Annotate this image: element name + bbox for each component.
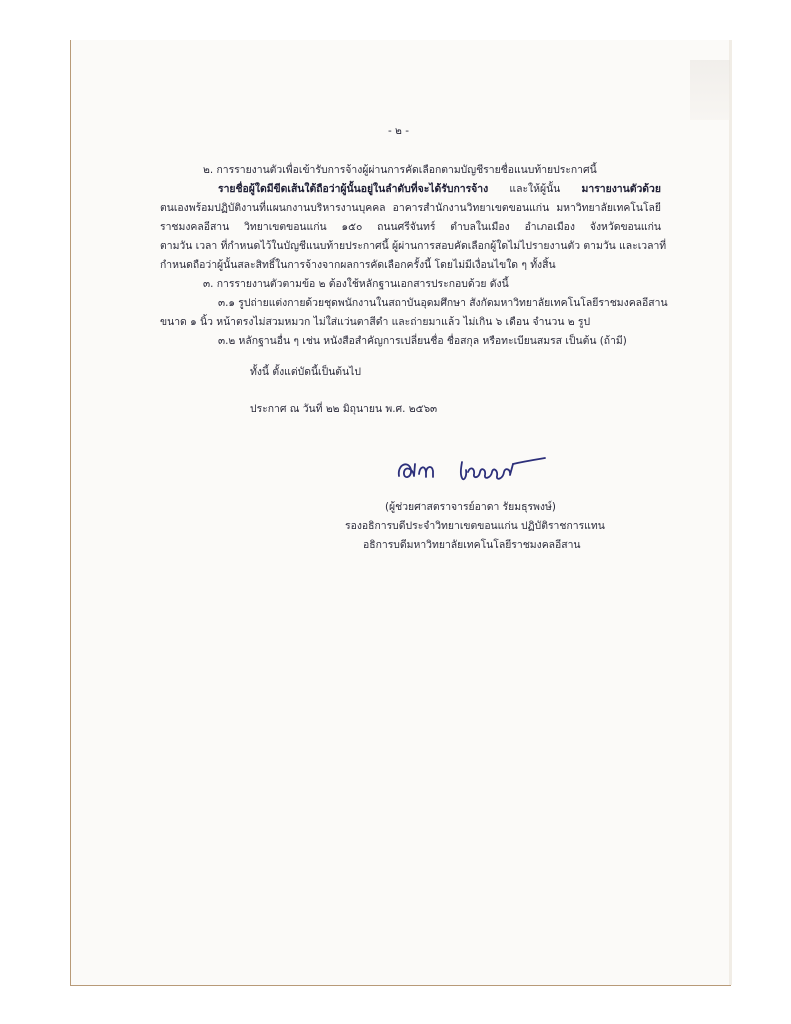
section2-line-4: ตามวัน เวลา ที่กำหนดไว้ในบัญชีแนบท้ายประกาศนี้ ผู้ผ่านการสอบคัดเลือกผู้ใดไม่ไปรายงานตัว ตามวัน และเวลาที่ bbox=[160, 240, 667, 252]
section3-item1-line1: ๓.๑ รูปถ่ายแต่งกายด้วยชุดพนักงานในสถาบันอุดมศึกษา สังกัดมหาวิทยาลัยเทคโนโลยีราชมงคลอีสาน bbox=[218, 297, 668, 309]
effective-statement: ทั้งนี้ ตั้งแต่บัดนี้เป็นต้นไป bbox=[250, 366, 361, 378]
section2-line-5: กำหนดถือว่าผู้นั้นสละสิทธิ์ในการจ้างจากผลการคัดเลือกครั้งนี้ โดยไม่มีเงื่อนไขใด ๆ ทั้งสิ้น bbox=[160, 259, 556, 271]
announcement-date: ประกาศ ณ วันที่ ๒๒ มิถุนายน พ.ศ. ๒๕๖๓ bbox=[250, 403, 438, 415]
selection-underline-notice: รายชื่อผู้ใดมีขีดเส้นใต้ถือว่าผู้นั้นอยู่ในลำดับที่จะได้รับการจ้าง bbox=[218, 183, 489, 195]
section3-item1-line2: ขนาด ๑ นิ้ว หน้าตรงไม่สวมหมวก ไม่ใส่แว่นตาสีดำ และถ่ายมาแล้ว ไม่เกิน ๖ เดือน จำนวน ๒ รูป bbox=[160, 316, 591, 328]
signer-title-2: อธิการบดีมหาวิทยาลัยเทคโนโลยีราชมงคลอีสาน bbox=[363, 539, 581, 551]
page-shadow bbox=[690, 60, 730, 120]
section2-line-3: ราชมงคลอีสาน วิทยาเขตขอนแก่น ๑๕๐ ถนนศรีจันทร์ ตำบลในเมือง อำเภอเมือง จังหวัดขอนแก่น bbox=[160, 221, 661, 233]
section3-heading: ๓. การรายงานตัวตามข้อ ๒ ต้องใช้หลักฐานเอกสารประกอบด้วย ดังนี้ bbox=[203, 278, 509, 290]
signature bbox=[395, 452, 565, 488]
page-number: - ๒ - bbox=[388, 125, 409, 137]
section2-emphasis-line bbox=[218, 183, 661, 196]
section2-mid-text: และให้ผู้นั้น bbox=[509, 183, 561, 195]
section3-item2: ๓.๒ หลักฐานอื่น ๆ เช่น หนังสือสำคัญการเปลี่ยนชื่อ ชื่อสกุล หรือทะเบียนสมรส เป็นต้น (ถ้ามี) bbox=[218, 335, 627, 347]
signer-name: (ผู้ช่วยศาสตราจารย์อาดา รัยมธุรพงษ์) bbox=[385, 501, 556, 513]
section2-line-2: ตนเองพร้อมปฏิบัติงานที่แผนกงานบริหารงานบุคคล อาคารสำนักงานวิทยาเขตขอนแก่น มหาวิทยาลัยเทคโนโลยี bbox=[160, 202, 661, 214]
report-in-person-notice: มารายงานตัวด้วย bbox=[581, 183, 661, 195]
signer-title-1: รองอธิการบดีประจำวิทยาเขตขอนแก่น ปฏิบัติราชการแทน bbox=[345, 520, 605, 532]
section2-heading: ๒. การรายงานตัวเพื่อเข้ารับการจ้างผู้ผ่านการคัดเลือกตามบัญชีรายชื่อแนบท้ายประกาศนี้ bbox=[203, 164, 597, 176]
page-edge bbox=[729, 40, 732, 985]
